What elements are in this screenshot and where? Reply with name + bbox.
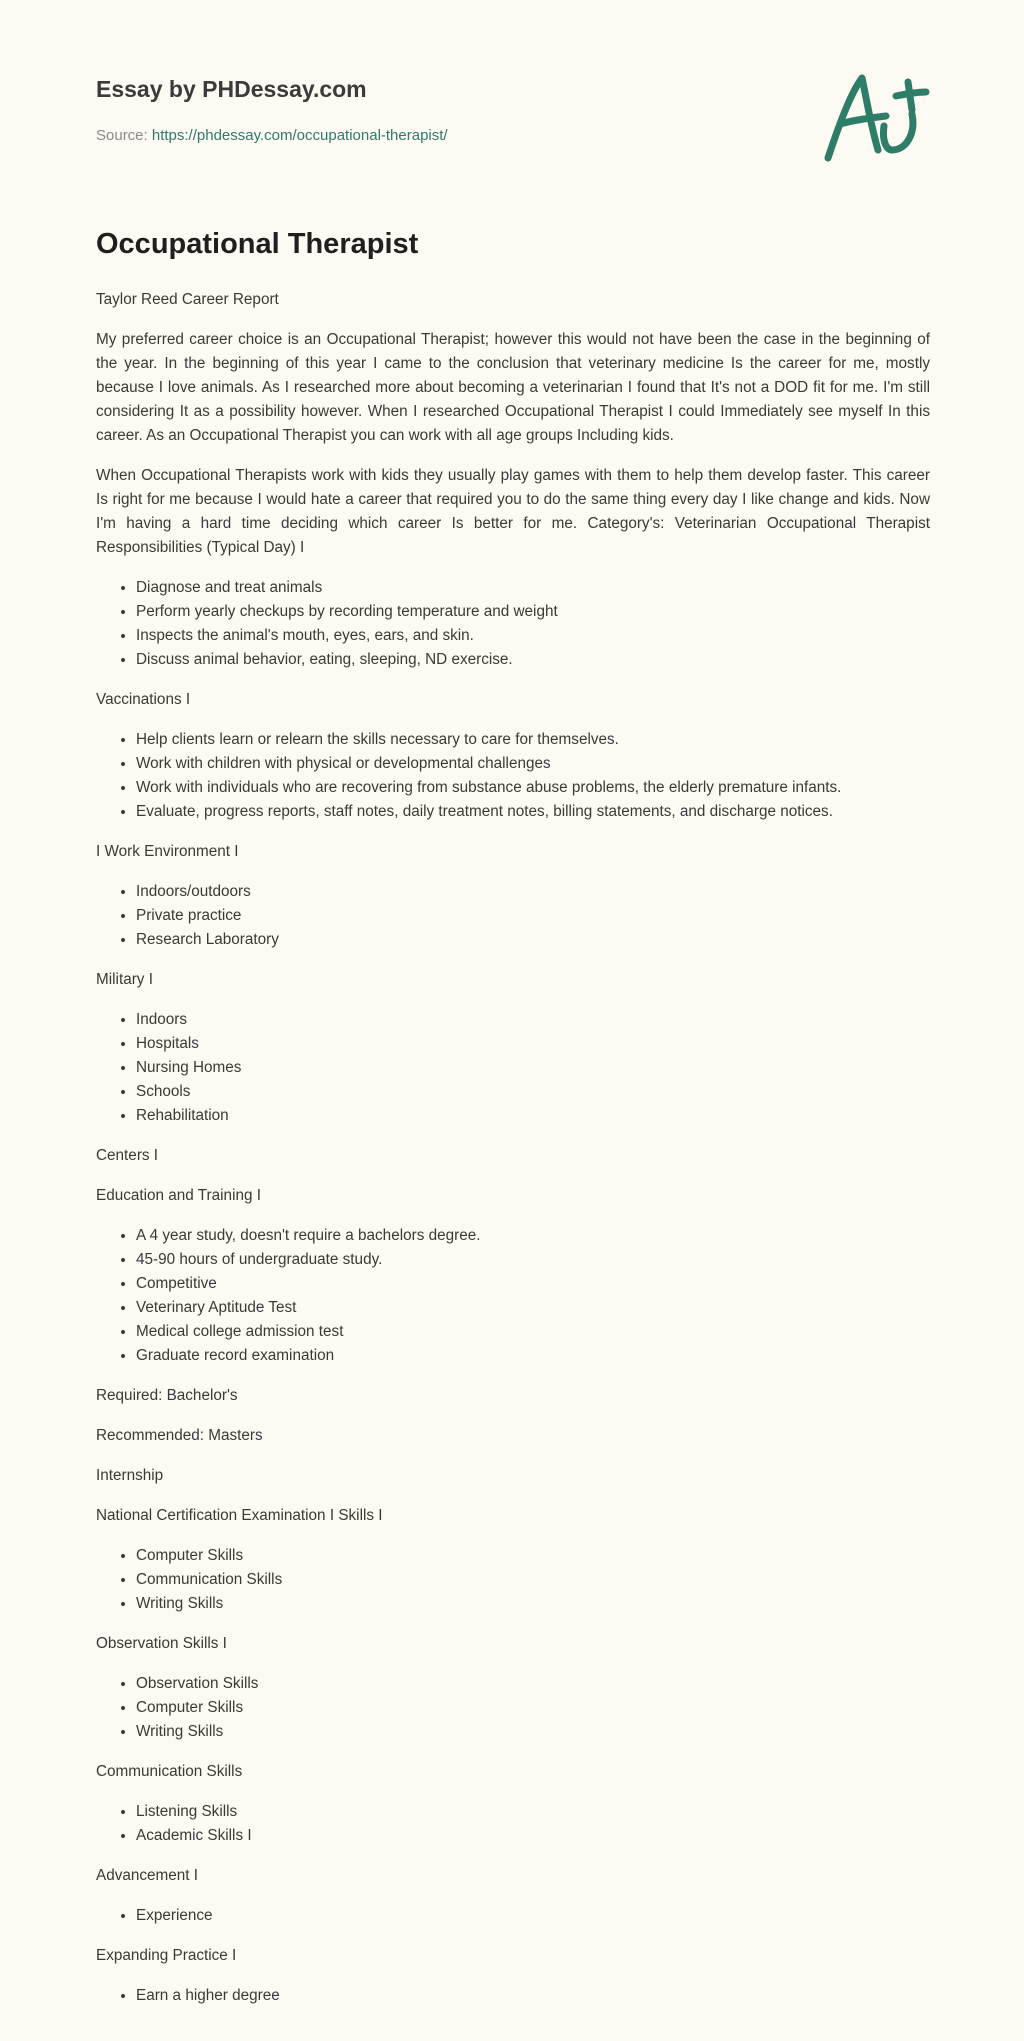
list-item: • Work with individuals who are recovering from substance abuse problems, the elderly premature infants. [136, 776, 930, 800]
list-item: • Writing Skills [136, 1592, 930, 1616]
list-item: • Competitive [136, 1272, 930, 1296]
list-item: • Indoors/outdoors [136, 880, 930, 904]
list-item: • Medical college admission test [136, 1320, 930, 1344]
section-label: Education and Training I [96, 1187, 261, 1204]
section-label: National Certification Examination I Skills I [96, 1507, 383, 1524]
list-item: • Perform yearly checkups by recording temperature and weight [136, 600, 930, 624]
list-item: • Computer Skills [136, 1696, 930, 1720]
paragraph: Required: Bachelor's [96, 1387, 238, 1404]
list-item: • Graduate record examination [136, 1344, 930, 1368]
source-line [96, 126, 928, 146]
article-body [96, 222, 930, 2024]
source-link[interactable]: https://phdessay.com/occupational-therapist/ [151, 127, 448, 144]
bullet-list [96, 1672, 930, 1744]
list-item: • Nursing Homes [136, 1056, 930, 1080]
list-item: • Academic Skills I [136, 1824, 930, 1848]
list-item: • Inspects the animal's mouth, eyes, ears, and skin. [136, 624, 930, 648]
list-item: • Observation Skills [136, 1672, 930, 1696]
a-plus-grade-icon [820, 66, 932, 170]
section-label: Observation Skills I [96, 1635, 227, 1652]
bullet-list [96, 1544, 930, 1616]
article-title: Occupational Therapist [96, 228, 419, 260]
list-item: • Evaluate, progress reports, staff notes, daily treatment notes, billing statements, and discharge notices. [136, 800, 930, 824]
bullet-list [96, 1224, 930, 1368]
list-item: • Hospitals [136, 1032, 930, 1056]
list-item: • A 4 year study, doesn't require a bachelors degree. [136, 1224, 930, 1248]
bullet-list [96, 1984, 930, 2008]
list-item: • Research Laboratory [136, 928, 930, 952]
paragraph: When Occupational Therapists work with kids they usually play games with them to help them develop faster. This career Is right for me because I would hate a career that required you to do the same thing every day I like change and kids. Now I'm having a hard time deciding which career Is better for me. Category's: Veterinarian Occupational Therapist Responsibilities (Typical Day) I [96, 467, 930, 556]
section-label: Military I [96, 971, 153, 988]
list-item: • Work with children with physical or developmental challenges [136, 752, 930, 776]
section-label: Vaccinations I [96, 691, 191, 708]
source-label: Source: [96, 127, 152, 144]
site-title: Essay by PHDessay.com [96, 76, 367, 102]
list-item: • Computer Skills [136, 1544, 930, 1568]
list-item: • Diagnose and treat animals [136, 576, 930, 600]
list-item: • Indoors [136, 1008, 930, 1032]
section-label: Advancement I [96, 1867, 199, 1884]
list-item: • Schools [136, 1080, 930, 1104]
list-item: • Veterinary Aptitude Test [136, 1296, 930, 1320]
bullet-list [96, 880, 930, 952]
list-item: • Earn a higher degree [136, 1984, 930, 2008]
paragraph: Internship [96, 1467, 164, 1484]
list-item: • 45-90 hours of undergraduate study. [136, 1248, 930, 1272]
paragraph: My preferred career choice is an Occupational Therapist; however this would not have been the case in the beginning of the year. In the beginning of this year I came to the conclusion that veterinary medicine Is the career for me, mostly because I love animals. As I researched more about becoming a veterinarian I found that It's not a DOD fit for me. I'm still considering It as a possibility however. When I researched Occupational Therapist I could Immediately see myself In this career. As an Occupational Therapist you can work with all age groups Including kids. [96, 331, 930, 444]
section-label: I Work Environment I [96, 843, 239, 860]
paragraph: Recommended: Masters [96, 1427, 263, 1444]
list-item: • Listening Skills [136, 1800, 930, 1824]
list-item: • Help clients learn or relearn the skills necessary to care for themselves. [136, 728, 930, 752]
list-item: • Discuss animal behavior, eating, sleeping, ND exercise. [136, 648, 930, 672]
bullet-list [96, 576, 930, 672]
section-label: Expanding Practice I [96, 1947, 237, 1964]
list-item: • Rehabilitation [136, 1104, 930, 1128]
bullet-list [96, 1800, 930, 1848]
section-label: Centers I [96, 1147, 159, 1164]
list-item: • Communication Skills [136, 1568, 930, 1592]
bullet-list [96, 1008, 930, 1128]
article-subtitle: Taylor Reed Career Report [96, 291, 279, 308]
section-label: Communication Skills [96, 1763, 243, 1780]
bullet-list [96, 1904, 930, 1928]
bullet-list [96, 728, 930, 824]
list-item: • Private practice [136, 904, 930, 928]
list-item: • Experience [136, 1904, 930, 1928]
list-item: • Writing Skills [136, 1720, 930, 1744]
page-header [96, 72, 928, 146]
